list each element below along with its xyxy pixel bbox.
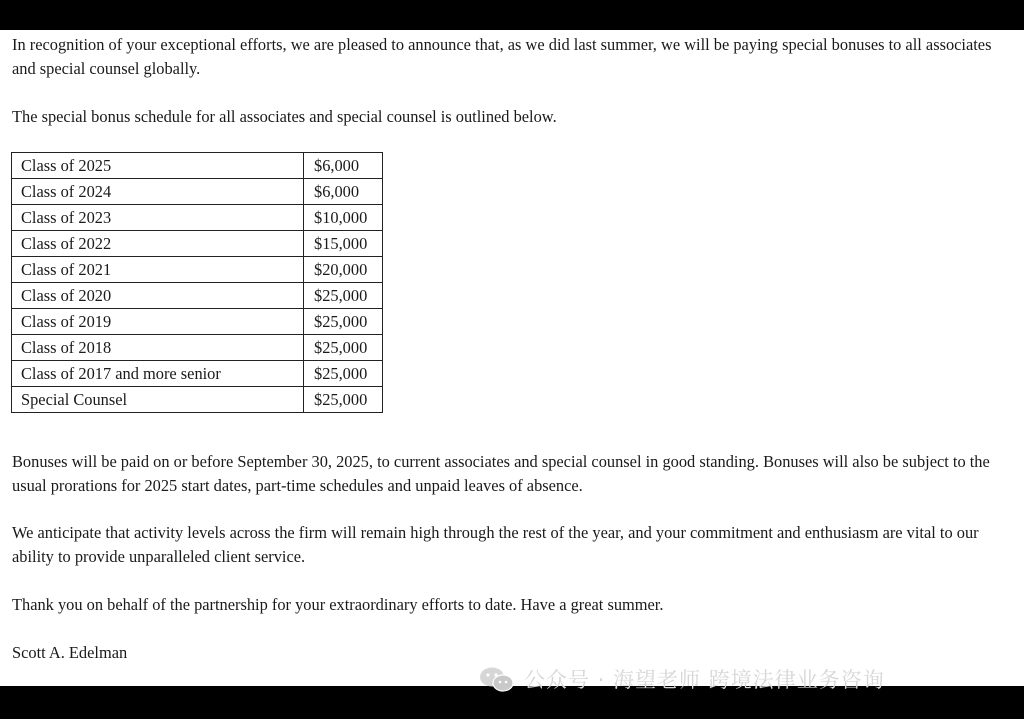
amount-cell: $25,000 <box>304 387 383 413</box>
outlook-paragraph: We anticipate that activity levels across the firm will remain high through the rest of the year, and your commitment and enthusiasm are vital to our ability to provide unparalleled client service. <box>12 523 979 566</box>
table-row <box>12 309 383 335</box>
class-cell: Class of 2022 <box>12 231 304 257</box>
table-row <box>12 335 383 361</box>
amount-cell: $25,000 <box>304 309 383 335</box>
table-row <box>12 257 383 283</box>
class-cell: Class of 2025 <box>12 153 304 179</box>
class-cell: Class of 2021 <box>12 257 304 283</box>
intro-paragraph: In recognition of your exceptional efforts, we are pleased to announce that, as we did last summer, we will be paying special bonuses to all associates and special counsel globally. <box>12 35 992 78</box>
amount-cell: $15,000 <box>304 231 383 257</box>
class-cell: Class of 2020 <box>12 283 304 309</box>
letter-page <box>0 30 1024 686</box>
table-row <box>12 283 383 309</box>
table-row <box>12 179 383 205</box>
class-cell: Class of 2019 <box>12 309 304 335</box>
amount-cell: $10,000 <box>304 205 383 231</box>
bonus-schedule-table <box>11 152 383 413</box>
signature: Scott A. Edelman <box>12 643 128 662</box>
amount-cell: $20,000 <box>304 257 383 283</box>
table-row <box>12 361 383 387</box>
table-row <box>12 153 383 179</box>
table-row <box>12 231 383 257</box>
amount-cell: $6,000 <box>304 153 383 179</box>
class-cell: Class of 2024 <box>12 179 304 205</box>
top-black-bar <box>0 0 1024 30</box>
class-cell: Class of 2023 <box>12 205 304 231</box>
class-cell: Class of 2017 and more senior <box>12 361 304 387</box>
watermark <box>478 663 885 695</box>
amount-cell: $6,000 <box>304 179 383 205</box>
class-cell: Special Counsel <box>12 387 304 413</box>
amount-cell: $25,000 <box>304 283 383 309</box>
table-row <box>12 387 383 413</box>
wechat-icon <box>478 666 514 692</box>
table-row <box>12 205 383 231</box>
class-cell: Class of 2018 <box>12 335 304 361</box>
amount-cell: $25,000 <box>304 361 383 387</box>
amount-cell: $25,000 <box>304 335 383 361</box>
thanks-paragraph: Thank you on behalf of the partnership for your extraordinary efforts to date. Have a great summer. <box>12 595 664 614</box>
watermark-text: 公众号 · 海望老师 跨境法律业务咨询 <box>524 668 885 692</box>
schedule-intro-paragraph: The special bonus schedule for all associates and special counsel is outlined below. <box>12 107 557 126</box>
payment-paragraph: Bonuses will be paid on or before September 30, 2025, to current associates and special counsel in good standing. Bonuses will also be subject to the usual prorations for 2025 start dates, part-time schedules and unpaid leaves of absence. <box>12 452 990 495</box>
